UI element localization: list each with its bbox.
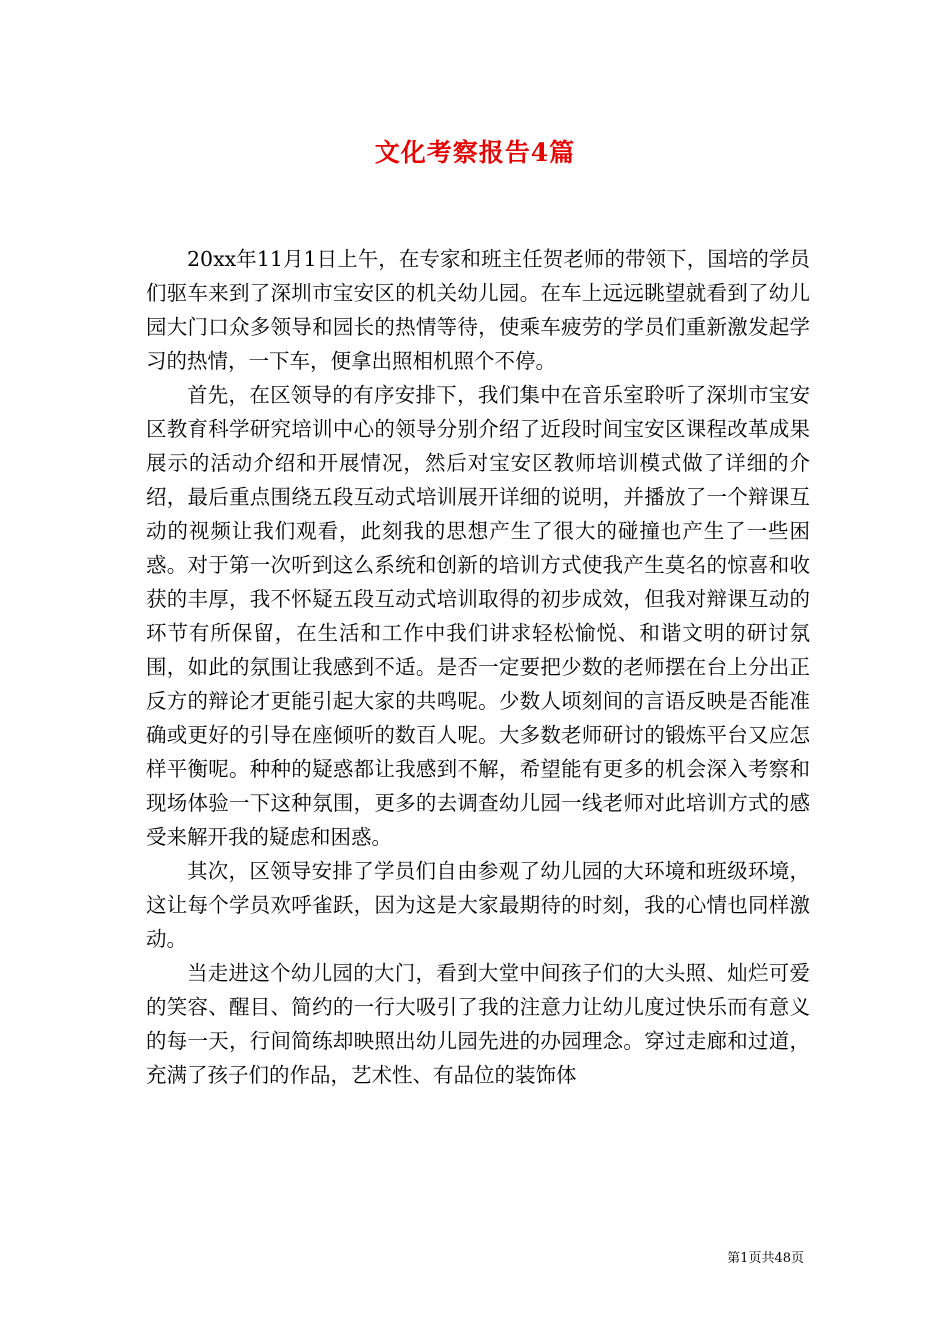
paragraph-3: 其次，区领导安排了学员们自由参观了幼儿园的大环境和班级环境，这让每个学员欢呼雀跃，因为这是大家最期待的时刻，我的心情也同样激动。 <box>146 859 810 951</box>
paragraph-2: 首先，在区领导的有序安排下，我们集中在音乐室聆听了深圳市宝安区教育科学研究培训中心的领导分别介绍了近段时间宝安区课程改革成果展示的活动介绍和开展情况，然后对宝安区教师培训模式做了详细的介绍，最后重点围绕五段互动式培训展开详细的说明，并播放了一个辩课互动的视频让我们观看，此刻我的思想产生了很大的碰撞也产生了一些困惑。对于第一次听到这么系统和创新的培训方式使我产生莫名的惊喜和收获的丰厚，我不怀疑五段互动式培训取得的初步成效，但我对辩课互动的环节有所保留，在生活和工作中我们讲求轻松愉悦、和谐文明的研讨氛围，如此的氛围让我感到不适。是否一定要把少数的老师摆在台上分出正反方的辩论才更能引起大家的共鸣呢。少数人顷刻间的言语反映是否能准确或更好的引导在座倾听的数百人呢。大多数老师研讨的锻炼平台又应怎样平衡呢。种种的疑惑都让我感到不解，希望能有更多的机会深入考察和现场体验一下这种氛围，更多的去调查幼儿园一线老师对此培训方式的感受来解开我的疑虑和困惑。 <box>146 383 810 849</box>
document-body <box>146 242 810 1092</box>
paragraph-1: 20xx年11月1日上午，在专家和班主任贺老师的带领下，国培的学员们驱车来到了深圳市宝安区的机关幼儿园。在车上远远眺望就看到了幼儿园大门口众多领导和园长的热情等待，使乘车疲劳的学员们重新激发起学习的热情，一下车，便拿出照相机照个不停。 <box>146 247 810 373</box>
document-title: 文化考察报告4篇 <box>374 138 576 167</box>
paragraph-4: 当走进这个幼儿园的大门，看到大堂中间孩子们的大头照、灿烂可爱的笑容、醒目、简约的一行大吸引了我的注意力让幼儿度过快乐而有意义的每一天，行间简练却映照出幼儿园先进的办园理念。穿过走廊和过道，充满了孩子们的作品，艺术性、有品位的装饰体 <box>146 961 810 1087</box>
page-number-footer: 第1页共48页 <box>727 1251 804 1266</box>
